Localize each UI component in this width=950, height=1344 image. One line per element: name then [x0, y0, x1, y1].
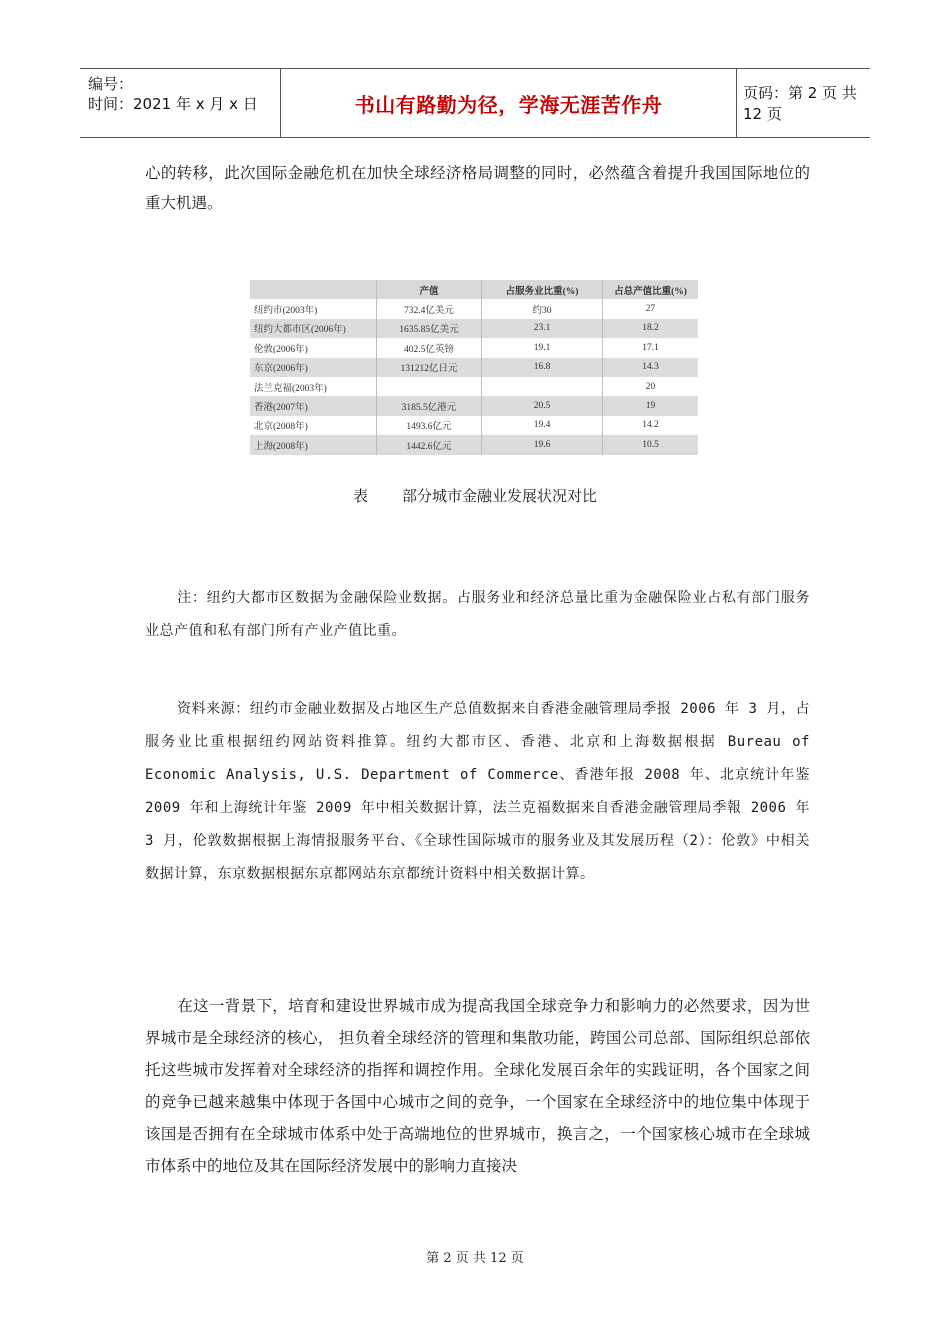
code-label: 编号： [88, 75, 134, 93]
table-cell: 东京(2006年) [250, 358, 377, 377]
table-cell: 19 [603, 396, 699, 415]
caption-label: 表 [352, 487, 368, 505]
table-row [250, 319, 698, 338]
table-row [250, 416, 698, 435]
time-label: 时间：2021 年 x 月 x 日 [88, 95, 258, 113]
main-text: 在这一背景下，培育和建设世界城市成为提高我国全球竞争力和影响力的必然要求，因为世界城市是全球经济的核心， 担负着全球经济的管理和集散功能，跨国公司总部、国际组织总部依托这些城市发挥着对全球经济的指挥和调控作用。全球化发展百余年的实践证明，各个国家之间的竞争已越来越集中体现于各国中心城市之间的竞争，一个国家在全球经济中的地位集中体现于该国是否拥有在全球城市体系中处于高端地位的世界城市，换言之，一个国家核心城市在全球城市体系中的地位及其在国际经济发展中的影响力直接决 [145, 997, 810, 1175]
table-cell: 402.5亿英镑 [377, 338, 482, 357]
table-row [250, 435, 698, 454]
table-cell: 732.4亿美元 [377, 299, 482, 318]
header-meta [80, 69, 280, 137]
city-finance-table [250, 280, 698, 455]
source-paragraph [145, 693, 810, 891]
main-paragraph [145, 990, 810, 1182]
source-text: 资料来源：纽约市金融业数据及占地区生产总值数据来自香港金融管理局季报 2006 年 3 月，占服务业比重根据纽约网站资料推算。纽约大都市区、香港、北京和上海数据根据 Bureau of Economic Analysis, U.S. Department of Commerce、香港年报 2008 年、北京统计年鉴 2009 年和上海统计年鉴 2009 年中相关数据计算，法兰克福数据来自香港金融管理局季報 2006 年 3 月，伦敦数据根据上海情报服务平台、《全球性国际城市的服务业及其发展历程（2）：伦敦》中相关数据计算，东京数据根据东京都网站东京都统计资料中相关数据计算。 [145, 701, 810, 882]
intro-paragraph: 心的转移，此次国际金融危机在加快全球经济格局调整的同时，必然蕴含着提升我国国际地位的重大机遇。 [145, 164, 810, 212]
table-cell: 1442.6亿元 [377, 435, 482, 454]
table-cell: 约30 [482, 299, 603, 318]
caption-text: 部分城市金融业发展状况对比 [402, 487, 598, 505]
table-cell: 纽约大都市区(2006年) [250, 319, 377, 338]
table-cell [377, 377, 482, 396]
table-cell: 1493.6亿元 [377, 416, 482, 435]
table-cell: 14.3 [603, 358, 699, 377]
table-cell: 伦敦(2006年) [250, 338, 377, 357]
page-footer: 第 2 页 共 12 页 [426, 1251, 524, 1266]
table-cell: 上海(2008年) [250, 435, 377, 454]
table-row [250, 396, 698, 415]
table-cell: 20.5 [482, 396, 603, 415]
note-text: 注：纽约大都市区数据为金融保险业数据。占服务业和经济总量比重为金融保险业占私有部门服务业总产值和私有部门所有产业产值比重。 [145, 590, 810, 639]
motto: 书山有路勤为径，学海无涯苦作舟 [354, 92, 663, 117]
table-cell: 17.1 [642, 342, 659, 353]
page-number-label: 页码：第 2 页 共 12 页 [743, 84, 857, 123]
table-cell: 20 [645, 381, 656, 392]
table-row [250, 338, 698, 357]
table-cell: 23.1 [482, 319, 603, 338]
table-cell: 10.5 [603, 435, 699, 454]
table-cell: 香港(2007年) [250, 396, 377, 415]
table-cell: 19.4 [482, 416, 603, 435]
page-header [80, 68, 870, 138]
table-header-cell: 占服务业比重(%) [482, 280, 603, 299]
table-caption [0, 485, 950, 506]
table-cell: 3185.5亿港元 [377, 396, 482, 415]
table-cell: 14.2 [642, 420, 659, 431]
table-row [250, 299, 698, 318]
table-header-row [250, 280, 698, 299]
note-paragraph [145, 582, 810, 648]
table-header-cell: 产值 [377, 280, 482, 299]
table-row [250, 377, 698, 396]
table-cell: 纽约市(2003年) [250, 299, 377, 318]
header-motto-cell [280, 69, 737, 137]
table-cell: 19.6 [482, 435, 603, 454]
table-cell: 法兰克福(2003年) [250, 377, 377, 396]
table-cell: 北京(2008年) [250, 416, 377, 435]
table-cell [482, 377, 603, 396]
table-header-cell: 占总产值比重(%) [603, 280, 699, 299]
table-cell: 16.8 [482, 358, 603, 377]
table-row [250, 358, 698, 377]
table-cell: 131212亿日元 [377, 358, 482, 377]
table-header-cell [250, 280, 377, 299]
table-cell: 1635.85亿美元 [377, 319, 482, 338]
table-cell: 19.1 [482, 338, 603, 357]
table-cell: 27 [645, 304, 656, 315]
table-cell: 18.2 [603, 319, 699, 338]
